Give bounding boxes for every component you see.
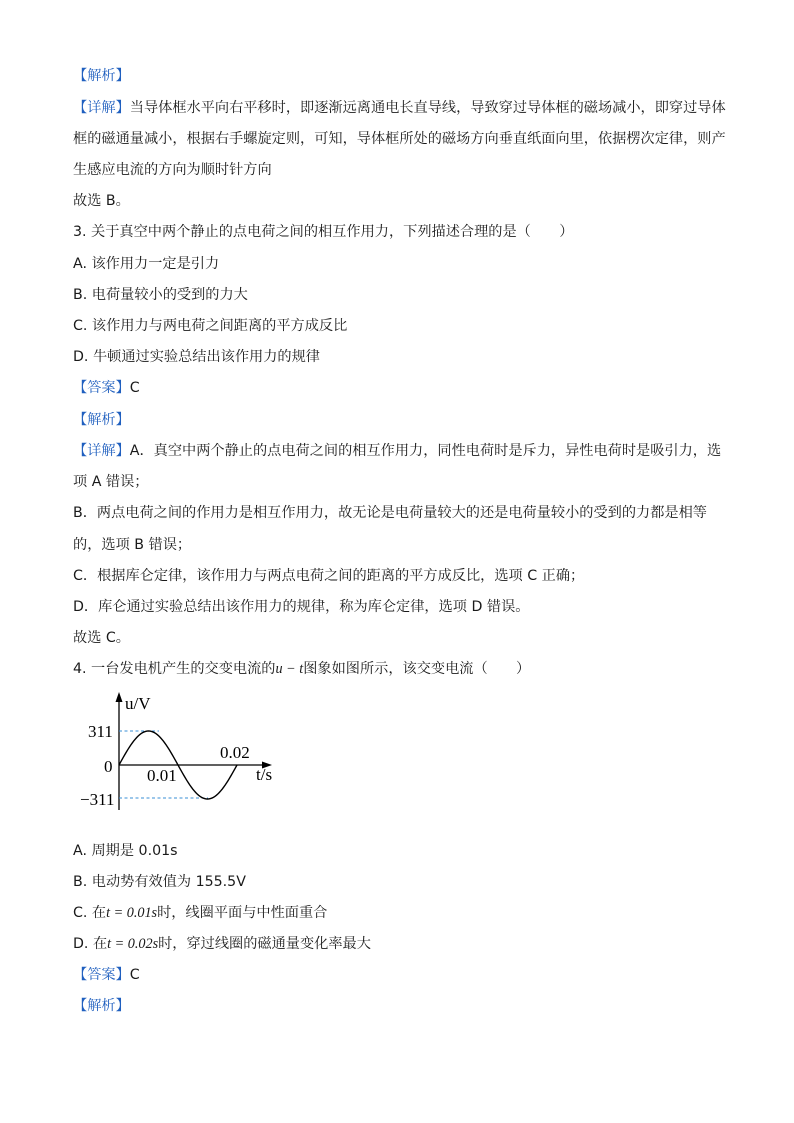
detail-text: C．根据库仑定律，该作用力与两点电荷之间的距离的平方成反比，选项 C 正确； [73,568,585,584]
tick-label-0-02: 0.02 [220,743,250,762]
origin-label: 0 [104,757,113,776]
detail-text: D．库仑通过实验总结出该作用力的规律，称为库仑定律，选项 D 错误。 [73,599,530,615]
q3-option-c: C. 该作用力与两电荷之间距离的平方成反比 [73,318,348,334]
q4-option-a: A. 周期是 0.01s [73,843,178,859]
option-text: C. 在 [73,905,107,921]
conclusion-text: 故选 C。 [73,630,130,646]
detail-text: 框的磁通量减小，根据右手螺旋定则，可知，导体框所处的磁场方向垂直纸面向里，依据楞次定律，则产 [73,131,726,147]
option-text: D. 在 [73,936,108,952]
question-4-stem [73,660,530,678]
stem-text: 图象如图所示，该交变电流（ ） [303,661,531,677]
detail-text: 当导体框水平向右平移时，即逐渐远离通电长直导线，导致穿过导体框的磁场减小，即穿过导体 [129,100,726,116]
analysis-heading: 【解析】 [73,998,130,1014]
q3-option-d: D. 牛顿通过实验总结出该作用力的规律 [73,349,320,365]
tick-label-0-01: 0.01 [147,766,177,785]
q4-option-d [73,935,371,953]
answer-value: C [129,967,140,983]
analysis-heading: 【解析】 [73,412,130,428]
detail-text: 生感应电流的方向为顺时针方向 [73,162,272,178]
detail-paragraph [73,442,721,460]
q4-option-c [73,904,327,922]
question-3-stem: 3. 关于真空中两个静止的点电荷之间的相互作用力，下列描述合理的是（ ） [73,224,574,240]
trough-label: −311 [80,790,115,809]
option-math: t = 0.01s [106,905,158,921]
q4-answer [73,966,140,984]
detail-heading: 【详解】 [73,100,130,116]
u-t-graph [80,688,280,818]
option-text: 时，线圈平面与中性面重合 [157,905,328,921]
answer-heading: 【答案】 [73,967,130,983]
detail-paragraph [73,99,726,117]
q3-option-a: A. 该作用力一定是引力 [73,256,220,272]
answer-heading: 【答案】 [73,380,130,396]
q4-option-b: B. 电动势有效值为 155.5V [73,874,246,890]
q3-option-b: B. 电荷量较小的受到的力大 [73,287,248,303]
y-axis-arrow [116,692,123,702]
peak-label: 311 [88,722,113,741]
detail-text: A．真空中两个静止的点电荷之间的相互作用力，同性电荷时是斥力，异性电荷时是吸引力，选 [129,443,722,459]
answer-value: C [129,380,140,396]
option-text: 时，穿过线圈的磁通量变化率最大 [158,936,371,952]
detail-text: 项 A 错误； [73,474,149,490]
stem-text: 4. 一台发电机产生的交变电流的 [73,661,276,677]
detail-heading: 【详解】 [73,443,130,459]
y-axis-label: u/V [125,694,151,713]
q3-answer [73,379,140,397]
analysis-heading: 【解析】 [73,68,130,84]
stem-math: u − t [275,661,304,677]
x-axis-label: t/s [256,765,273,784]
option-math: t = 0.02s [107,936,159,952]
detail-text: 的，选项 B 错误； [73,537,192,553]
detail-text: B．两点电荷之间的作用力是相互作用力，故无论是电荷量较大的还是电荷量较小的受到的力都是相等 [73,505,707,521]
conclusion-text: 故选 B。 [73,193,130,209]
